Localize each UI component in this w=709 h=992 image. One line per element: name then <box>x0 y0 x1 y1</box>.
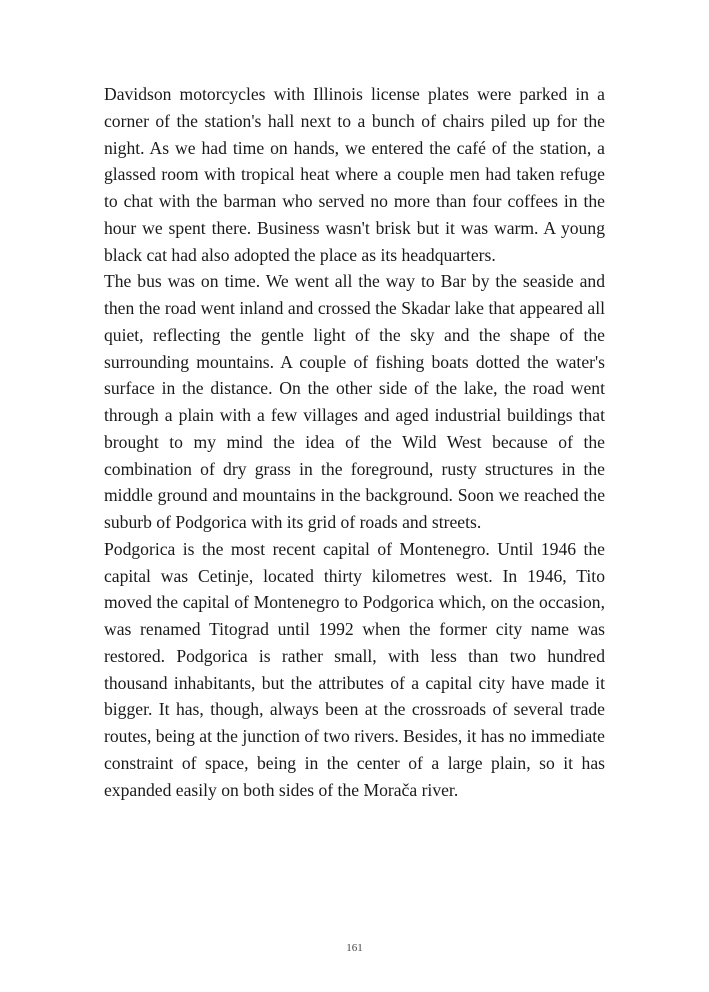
paragraph-podgorica: Podgorica is the most recent capital of Montenegro. Until 1946 the capital was Cetinje, located thirty kilometres west. In 1946, Tito moved the capital of Montenegro to Podgorica which, on the occasion, was renamed Titograd until 1992 when the former city name was restored. Podgorica is rather small, with less than two hundred thousand inhabitants, but the attributes of a capital city have made it bigger. It has, though, always been at the crossroads of several trade routes, being at the junction of two rivers. Besides, it has no immediate constraint of space, being in the center of a large plain, so it has expanded easily on both sides of the Morača river. <box>104 538 605 800</box>
body-text <box>104 81 605 803</box>
page-number: 161 <box>346 942 363 954</box>
paragraph-bus-journey: The bus was on time. We went all the way to Bar by the seaside and then the road went inland and crossed the Skadar lake that appeared all quiet, reflecting the gentle light of the sky and the shape of the surrounding mountains. A couple of fishing boats dotted the water's surface in the distance. On the other side of the lake, the road went through a plain with a few villages and aged industrial buildings that brought to my mind the idea of the Wild West because of the combination of dry grass in the foreground, rusty structures in the middle ground and mountains in the background. Soon we reached the suburb of Podgorica with its grid of roads and streets. <box>104 271 605 532</box>
paragraph-station-cafe: Davidson motorcycles with Illinois license plates were parked in a corner of the station's hall next to a bunch of chairs piled up for the night. As we had time on hands, we entered the café of the station, a glassed room with tropical heat where a couple men had taken refuge to chat with the barman who served no more than four coffees in the hour we spent there. Business wasn't brisk but it was warm. A young black cat had also adopted the place as its headquarters. <box>104 84 605 265</box>
